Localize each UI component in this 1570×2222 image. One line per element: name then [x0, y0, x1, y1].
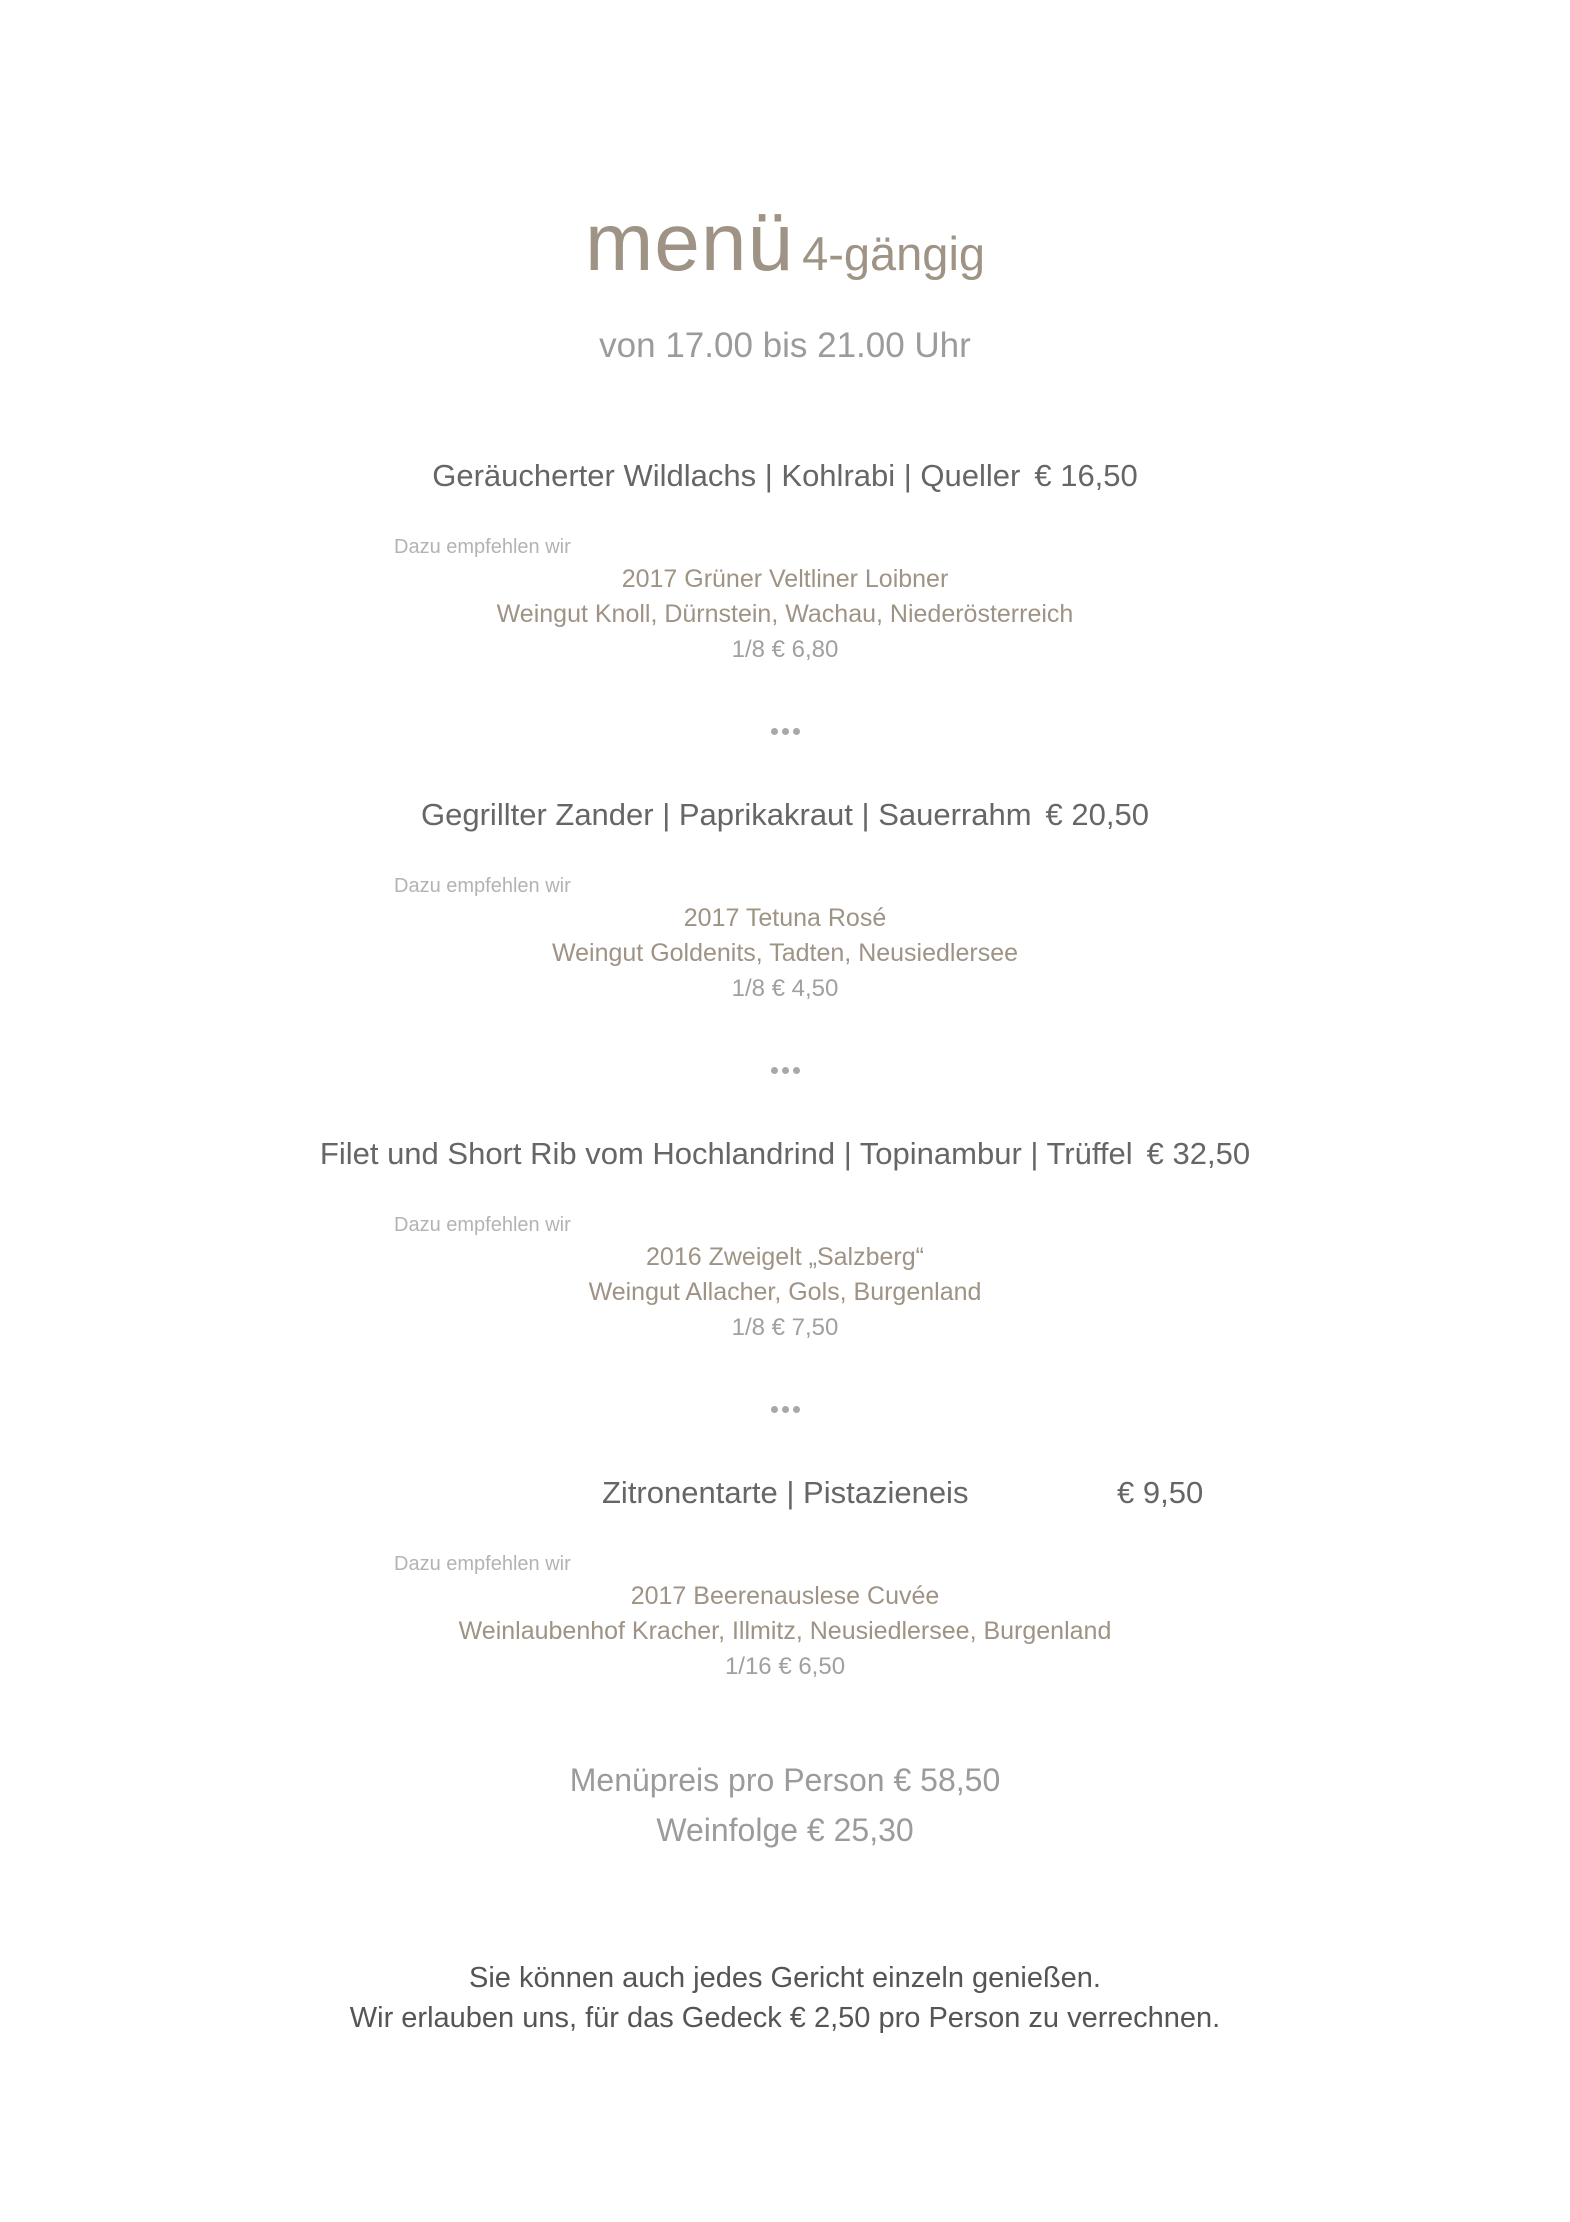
menu-title	[0, 196, 1570, 290]
course-2-dish: Gegrillter Zander | Paprikakraut | Sauerrahm	[421, 797, 1032, 832]
course-2-wine-name: 2017 Tetuna Rosé	[683, 904, 887, 932]
course-1-glass-price: 1/8 € 6,80	[731, 636, 839, 663]
course-2-glass-price: 1/8 € 4,50	[731, 975, 839, 1002]
course-4-glass-price: 1/16 € 6,50	[724, 1653, 846, 1680]
course-2-price: € 20,50	[1045, 797, 1149, 832]
serving-hours: von 17.00 bis 21.00 Uhr	[599, 326, 971, 365]
title-suffix: 4-gängig	[802, 227, 986, 280]
course-3-recommend-label: Dazu empfehlen wir	[394, 1214, 571, 1236]
separator-dots	[0, 1406, 1570, 1416]
course-2-recommend-label: Dazu empfehlen wir	[394, 875, 571, 897]
course-1-recommend-label: Dazu empfehlen wir	[394, 536, 571, 558]
course-4-price: € 9,50	[1117, 1475, 1204, 1510]
title-main: menü	[584, 197, 795, 288]
menu-price: Menüpreis pro Person € 58,50	[569, 1762, 1001, 1798]
course-3-dish: Filet und Short Rib vom Hochlandrind | Topinambur | Trüffel	[319, 1136, 1133, 1171]
course-4-recommend-label: Dazu empfehlen wir	[394, 1553, 571, 1575]
course-3-winery: Weingut Allacher, Gols, Burgenland	[588, 1278, 982, 1306]
course-1-dish-line	[0, 458, 1570, 494]
wine-pairing-price: Weinfolge € 25,30	[656, 1812, 914, 1848]
course-1-price: € 16,50	[1034, 458, 1138, 493]
footer-note-2: Wir erlauben uns, für das Gedeck € 2,50 pro Person zu verrechnen.	[349, 2002, 1221, 2034]
course-3-glass-price: 1/8 € 7,50	[731, 1314, 839, 1341]
course-4-winery: Weinlaubenhof Kracher, Illmitz, Neusiedlersee, Burgenland	[458, 1617, 1112, 1645]
course-4-dish: Zitronentarte | Pistazieneis	[602, 1475, 969, 1510]
course-3-price: € 32,50	[1146, 1136, 1251, 1171]
course-1-wine-name: 2017 Grüner Veltliner Loibner	[621, 565, 949, 593]
course-3-dish-line	[0, 1136, 1570, 1172]
footer-note-1: Sie können auch jedes Gericht einzeln genießen.	[469, 1962, 1101, 1994]
separator-dots	[0, 728, 1570, 738]
course-2-winery: Weingut Goldenits, Tadten, Neusiedlersee	[551, 939, 1019, 967]
course-4-wine-name: 2017 Beerenauslese Cuvée	[630, 1582, 940, 1610]
course-3-wine-name: 2016 Zweigelt „Salzberg“	[646, 1243, 924, 1271]
course-1-winery: Weingut Knoll, Dürnstein, Wachau, Niederösterreich	[496, 600, 1074, 628]
course-1-dish: Geräucherter Wildlachs | Kohlrabi | Queller	[432, 458, 1021, 493]
course-2-dish-line	[0, 797, 1570, 833]
separator-dots	[0, 1067, 1570, 1077]
